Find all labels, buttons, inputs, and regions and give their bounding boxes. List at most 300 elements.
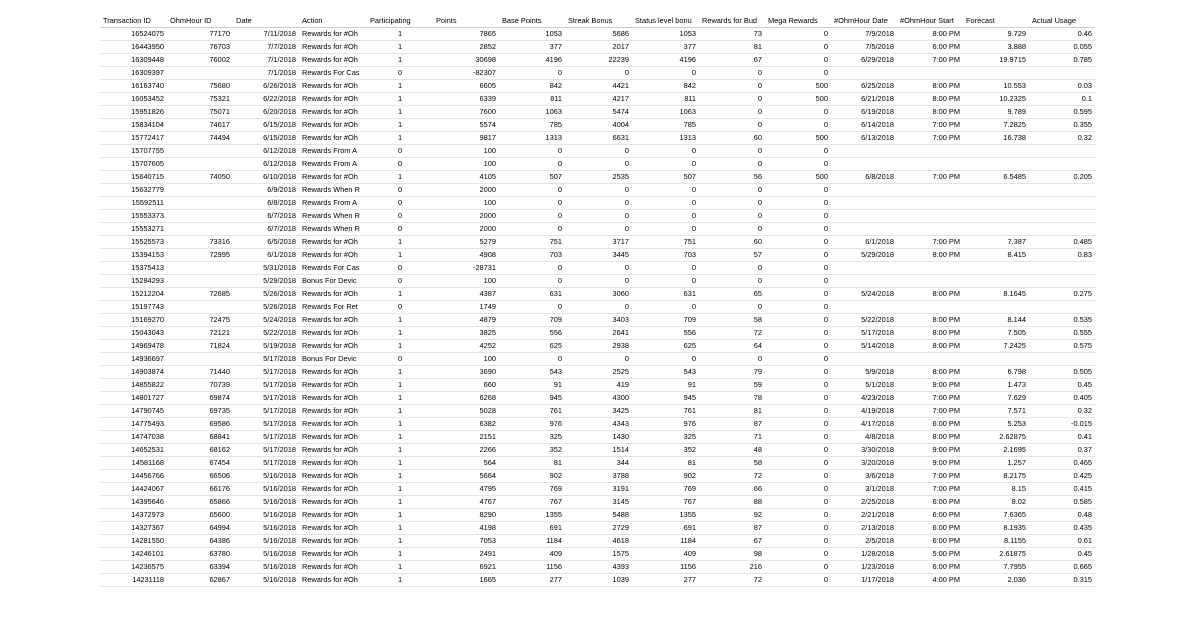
cell-status-level-bonus[interactable]: 902 (632, 470, 699, 483)
cell-mega-rewards[interactable]: 0 (765, 366, 831, 379)
cell-streak-bonus[interactable]: 0 (565, 275, 632, 288)
cell-status-level-bonus[interactable]: 976 (632, 418, 699, 431)
cell-rewards-for-buddies[interactable]: 0 (699, 119, 765, 132)
cell-points[interactable]: 5664 (433, 470, 499, 483)
cell-forecast[interactable] (963, 275, 1029, 288)
cell-streak-bonus[interactable]: 0 (565, 210, 632, 223)
cell-ohmhour-date[interactable] (831, 145, 897, 158)
cell-ohmhour-id[interactable]: 75321 (167, 93, 233, 106)
cell-date[interactable]: 6/8/2018 (233, 197, 299, 210)
cell-base-points[interactable]: 507 (499, 171, 565, 184)
cell-points[interactable]: 8290 (433, 509, 499, 522)
cell-ohmhour-date[interactable]: 6/21/2018 (831, 93, 897, 106)
cell-forecast[interactable]: 1.473 (963, 379, 1029, 392)
cell-rewards-for-buddies[interactable]: 92 (699, 509, 765, 522)
cell-participating[interactable]: 1 (367, 327, 433, 340)
cell-base-points[interactable]: 0 (499, 67, 565, 80)
cell-base-points[interactable]: 1156 (499, 561, 565, 574)
cell-action[interactable]: Rewards for #Oh (299, 314, 367, 327)
cell-ohmhour-id[interactable]: 69874 (167, 392, 233, 405)
cell-forecast[interactable] (963, 158, 1029, 171)
cell-participating[interactable]: 1 (367, 509, 433, 522)
cell-streak-bonus[interactable]: 4217 (565, 93, 632, 106)
cell-ohmhour-date[interactable]: 1/17/2018 (831, 574, 897, 587)
cell-ohmhour-date[interactable] (831, 223, 897, 236)
cell-participating[interactable]: 1 (367, 379, 433, 392)
cell-points[interactable]: 5028 (433, 405, 499, 418)
cell-rewards-for-buddies[interactable]: 0 (699, 197, 765, 210)
cell-status-level-bonus[interactable]: 631 (632, 288, 699, 301)
cell-ohmhour-date[interactable]: 4/8/2018 (831, 431, 897, 444)
cell-points[interactable]: 6268 (433, 392, 499, 405)
cell-rewards-for-buddies[interactable]: 0 (699, 353, 765, 366)
cell-mega-rewards[interactable]: 0 (765, 275, 831, 288)
cell-transaction-id[interactable]: 15834104 (100, 119, 167, 132)
cell-participating[interactable]: 0 (367, 223, 433, 236)
cell-ohmhour-start[interactable]: 5:00 PM (897, 548, 963, 561)
column-header-ohmhour-id[interactable]: OhmHour ID (167, 15, 233, 28)
cell-rewards-for-buddies[interactable]: 57 (699, 249, 765, 262)
cell-ohmhour-start[interactable]: 8:00 PM (897, 431, 963, 444)
cell-forecast[interactable]: 10.553 (963, 80, 1029, 93)
cell-points[interactable]: 7865 (433, 28, 499, 41)
cell-ohmhour-start[interactable]: 8:00 PM (897, 28, 963, 41)
cell-actual-usage[interactable]: 0.665 (1029, 561, 1095, 574)
cell-base-points[interactable]: 625 (499, 340, 565, 353)
cell-actual-usage[interactable] (1029, 145, 1095, 158)
cell-ohmhour-start[interactable]: 7:00 PM (897, 483, 963, 496)
cell-date[interactable]: 5/16/2018 (233, 548, 299, 561)
cell-forecast[interactable]: 1.257 (963, 457, 1029, 470)
cell-transaction-id[interactable]: 15640715 (100, 171, 167, 184)
cell-forecast[interactable]: 3.888 (963, 41, 1029, 54)
cell-streak-bonus[interactable]: 0 (565, 353, 632, 366)
cell-base-points[interactable]: 81 (499, 457, 565, 470)
cell-rewards-for-buddies[interactable]: 72 (699, 327, 765, 340)
cell-rewards-for-buddies[interactable]: 0 (699, 262, 765, 275)
cell-mega-rewards[interactable]: 0 (765, 106, 831, 119)
cell-ohmhour-id[interactable]: 69586 (167, 418, 233, 431)
cell-date[interactable]: 5/17/2018 (233, 444, 299, 457)
cell-ohmhour-id[interactable]: 72121 (167, 327, 233, 340)
cell-status-level-bonus[interactable]: 0 (632, 210, 699, 223)
cell-streak-bonus[interactable]: 1039 (565, 574, 632, 587)
cell-actual-usage[interactable] (1029, 353, 1095, 366)
cell-date[interactable]: 6/7/2018 (233, 210, 299, 223)
cell-forecast[interactable]: 7.571 (963, 405, 1029, 418)
cell-ohmhour-start[interactable]: 8:00 PM (897, 80, 963, 93)
cell-date[interactable]: 5/16/2018 (233, 509, 299, 522)
cell-mega-rewards[interactable]: 0 (765, 314, 831, 327)
cell-mega-rewards[interactable]: 0 (765, 496, 831, 509)
cell-streak-bonus[interactable]: 4004 (565, 119, 632, 132)
cell-streak-bonus[interactable]: 419 (565, 379, 632, 392)
cell-actual-usage[interactable] (1029, 184, 1095, 197)
cell-ohmhour-date[interactable] (831, 301, 897, 314)
cell-base-points[interactable]: 945 (499, 392, 565, 405)
cell-transaction-id[interactable]: 14903874 (100, 366, 167, 379)
cell-mega-rewards[interactable]: 0 (765, 249, 831, 262)
cell-streak-bonus[interactable]: 3145 (565, 496, 632, 509)
cell-points[interactable]: 1665 (433, 574, 499, 587)
cell-ohmhour-start[interactable] (897, 262, 963, 275)
cell-ohmhour-date[interactable]: 6/25/2018 (831, 80, 897, 93)
cell-base-points[interactable]: 0 (499, 197, 565, 210)
cell-ohmhour-start[interactable]: 8:00 PM (897, 340, 963, 353)
cell-date[interactable]: 6/9/2018 (233, 184, 299, 197)
cell-base-points[interactable]: 352 (499, 444, 565, 457)
cell-transaction-id[interactable]: 14327367 (100, 522, 167, 535)
cell-forecast[interactable]: 19.9715 (963, 54, 1029, 67)
cell-transaction-id[interactable]: 15772417 (100, 132, 167, 145)
cell-ohmhour-id[interactable] (167, 197, 233, 210)
cell-mega-rewards[interactable]: 0 (765, 41, 831, 54)
cell-status-level-bonus[interactable]: 0 (632, 262, 699, 275)
cell-participating[interactable]: 1 (367, 54, 433, 67)
cell-mega-rewards[interactable]: 0 (765, 28, 831, 41)
cell-participating[interactable]: 1 (367, 340, 433, 353)
cell-actual-usage[interactable]: 0.415 (1029, 483, 1095, 496)
cell-base-points[interactable]: 409 (499, 548, 565, 561)
cell-date[interactable]: 5/16/2018 (233, 483, 299, 496)
cell-status-level-bonus[interactable]: 761 (632, 405, 699, 418)
cell-action[interactable]: Rewards for #Oh (299, 54, 367, 67)
cell-status-level-bonus[interactable]: 0 (632, 223, 699, 236)
cell-ohmhour-id[interactable]: 65866 (167, 496, 233, 509)
cell-actual-usage[interactable]: 0.785 (1029, 54, 1095, 67)
cell-date[interactable]: 7/11/2018 (233, 28, 299, 41)
cell-transaction-id[interactable]: 15707755 (100, 145, 167, 158)
cell-base-points[interactable]: 785 (499, 119, 565, 132)
cell-forecast[interactable] (963, 210, 1029, 223)
cell-transaction-id[interactable]: 15553373 (100, 210, 167, 223)
cell-ohmhour-start[interactable]: 7:00 PM (897, 405, 963, 418)
cell-ohmhour-date[interactable] (831, 262, 897, 275)
cell-base-points[interactable]: 0 (499, 210, 565, 223)
cell-actual-usage[interactable]: 0.055 (1029, 41, 1095, 54)
cell-transaction-id[interactable]: 14969478 (100, 340, 167, 353)
cell-ohmhour-date[interactable]: 6/1/2018 (831, 236, 897, 249)
cell-base-points[interactable]: 1184 (499, 535, 565, 548)
cell-participating[interactable]: 1 (367, 392, 433, 405)
cell-base-points[interactable]: 325 (499, 431, 565, 444)
cell-points[interactable]: 3825 (433, 327, 499, 340)
cell-ohmhour-id[interactable] (167, 353, 233, 366)
cell-points[interactable]: 4795 (433, 483, 499, 496)
cell-streak-bonus[interactable]: 2729 (565, 522, 632, 535)
cell-actual-usage[interactable]: 0.275 (1029, 288, 1095, 301)
cell-participating[interactable]: 1 (367, 444, 433, 457)
cell-participating[interactable]: 1 (367, 405, 433, 418)
cell-points[interactable]: -82307 (433, 67, 499, 80)
cell-rewards-for-buddies[interactable]: 0 (699, 158, 765, 171)
cell-forecast[interactable]: 8.144 (963, 314, 1029, 327)
cell-rewards-for-buddies[interactable]: 58 (699, 457, 765, 470)
cell-transaction-id[interactable]: 16163740 (100, 80, 167, 93)
cell-ohmhour-id[interactable]: 63780 (167, 548, 233, 561)
cell-action[interactable]: Rewards for #Oh (299, 548, 367, 561)
cell-points[interactable]: 2151 (433, 431, 499, 444)
cell-points[interactable]: 4198 (433, 522, 499, 535)
cell-base-points[interactable]: 751 (499, 236, 565, 249)
cell-actual-usage[interactable]: 0.585 (1029, 496, 1095, 509)
cell-date[interactable]: 5/19/2018 (233, 340, 299, 353)
cell-base-points[interactable]: 543 (499, 366, 565, 379)
column-header-forecast[interactable]: Forecast (963, 15, 1029, 28)
cell-streak-bonus[interactable]: 4421 (565, 80, 632, 93)
cell-base-points[interactable]: 0 (499, 223, 565, 236)
cell-mega-rewards[interactable]: 0 (765, 561, 831, 574)
cell-actual-usage[interactable]: 0.575 (1029, 340, 1095, 353)
cell-mega-rewards[interactable]: 0 (765, 444, 831, 457)
cell-transaction-id[interactable]: 14581168 (100, 457, 167, 470)
cell-transaction-id[interactable]: 16053452 (100, 93, 167, 106)
cell-ohmhour-start[interactable]: 6:00 PM (897, 509, 963, 522)
cell-ohmhour-date[interactable]: 3/20/2018 (831, 457, 897, 470)
cell-ohmhour-date[interactable]: 2/21/2018 (831, 509, 897, 522)
cell-ohmhour-id[interactable]: 75071 (167, 106, 233, 119)
cell-action[interactable]: Rewards for #Oh (299, 288, 367, 301)
cell-participating[interactable]: 1 (367, 522, 433, 535)
cell-streak-bonus[interactable]: 4618 (565, 535, 632, 548)
cell-mega-rewards[interactable]: 0 (765, 119, 831, 132)
cell-ohmhour-date[interactable]: 5/29/2018 (831, 249, 897, 262)
cell-actual-usage[interactable] (1029, 275, 1095, 288)
cell-ohmhour-start[interactable] (897, 223, 963, 236)
cell-ohmhour-date[interactable]: 6/14/2018 (831, 119, 897, 132)
cell-actual-usage[interactable]: 0.61 (1029, 535, 1095, 548)
cell-rewards-for-buddies[interactable]: 60 (699, 132, 765, 145)
cell-mega-rewards[interactable]: 0 (765, 509, 831, 522)
cell-ohmhour-id[interactable]: 71440 (167, 366, 233, 379)
cell-mega-rewards[interactable]: 0 (765, 288, 831, 301)
cell-participating[interactable]: 1 (367, 561, 433, 574)
cell-date[interactable]: 5/17/2018 (233, 457, 299, 470)
cell-rewards-for-buddies[interactable]: 87 (699, 522, 765, 535)
cell-transaction-id[interactable]: 15212204 (100, 288, 167, 301)
cell-points[interactable]: 2000 (433, 184, 499, 197)
cell-action[interactable]: Rewards For Cas (299, 67, 367, 80)
cell-mega-rewards[interactable]: 0 (765, 392, 831, 405)
cell-participating[interactable]: 1 (367, 418, 433, 431)
cell-ohmhour-date[interactable]: 6/13/2018 (831, 132, 897, 145)
cell-status-level-bonus[interactable]: 0 (632, 197, 699, 210)
cell-actual-usage[interactable]: 0.48 (1029, 509, 1095, 522)
cell-ohmhour-start[interactable]: 6:00 PM (897, 496, 963, 509)
cell-status-level-bonus[interactable]: 1313 (632, 132, 699, 145)
cell-forecast[interactable]: 8.15 (963, 483, 1029, 496)
cell-ohmhour-start[interactable] (897, 67, 963, 80)
cell-rewards-for-buddies[interactable]: 87 (699, 418, 765, 431)
cell-actual-usage[interactable]: 0.41 (1029, 431, 1095, 444)
cell-rewards-for-buddies[interactable]: 48 (699, 444, 765, 457)
cell-transaction-id[interactable]: 14775493 (100, 418, 167, 431)
cell-ohmhour-date[interactable] (831, 210, 897, 223)
cell-status-level-bonus[interactable]: 1156 (632, 561, 699, 574)
cell-ohmhour-start[interactable]: 7:00 PM (897, 119, 963, 132)
cell-date[interactable]: 5/16/2018 (233, 535, 299, 548)
cell-ohmhour-start[interactable]: 9:00 PM (897, 444, 963, 457)
cell-action[interactable]: Rewards From A (299, 145, 367, 158)
cell-forecast[interactable]: 8.415 (963, 249, 1029, 262)
cell-streak-bonus[interactable]: 3717 (565, 236, 632, 249)
cell-mega-rewards[interactable]: 0 (765, 457, 831, 470)
cell-ohmhour-date[interactable]: 4/17/2018 (831, 418, 897, 431)
cell-actual-usage[interactable] (1029, 210, 1095, 223)
cell-status-level-bonus[interactable]: 0 (632, 145, 699, 158)
cell-mega-rewards[interactable]: 500 (765, 93, 831, 106)
cell-streak-bonus[interactable]: 4300 (565, 392, 632, 405)
cell-transaction-id[interactable]: 16524075 (100, 28, 167, 41)
cell-base-points[interactable]: 902 (499, 470, 565, 483)
cell-base-points[interactable]: 277 (499, 574, 565, 587)
cell-date[interactable]: 5/16/2018 (233, 561, 299, 574)
cell-ohmhour-start[interactable] (897, 158, 963, 171)
cell-transaction-id[interactable]: 14372973 (100, 509, 167, 522)
cell-ohmhour-start[interactable] (897, 210, 963, 223)
cell-forecast[interactable]: 7.2425 (963, 340, 1029, 353)
cell-action[interactable]: Rewards From A (299, 197, 367, 210)
cell-transaction-id[interactable]: 14395646 (100, 496, 167, 509)
cell-points[interactable]: 2491 (433, 548, 499, 561)
cell-ohmhour-date[interactable] (831, 197, 897, 210)
cell-ohmhour-date[interactable]: 4/19/2018 (831, 405, 897, 418)
cell-ohmhour-start[interactable]: 6:00 PM (897, 561, 963, 574)
cell-streak-bonus[interactable]: 3425 (565, 405, 632, 418)
cell-action[interactable]: Rewards for #Oh (299, 535, 367, 548)
cell-action[interactable]: Rewards for #Oh (299, 249, 367, 262)
cell-ohmhour-date[interactable]: 7/5/2018 (831, 41, 897, 54)
cell-forecast[interactable]: 6.798 (963, 366, 1029, 379)
cell-ohmhour-date[interactable]: 6/8/2018 (831, 171, 897, 184)
cell-streak-bonus[interactable]: 0 (565, 158, 632, 171)
cell-action[interactable]: Rewards for #Oh (299, 561, 367, 574)
cell-mega-rewards[interactable]: 0 (765, 405, 831, 418)
cell-ohmhour-start[interactable] (897, 275, 963, 288)
cell-ohmhour-id[interactable] (167, 301, 233, 314)
cell-status-level-bonus[interactable]: 785 (632, 119, 699, 132)
cell-ohmhour-start[interactable]: 6:00 PM (897, 418, 963, 431)
cell-rewards-for-buddies[interactable]: 0 (699, 67, 765, 80)
cell-action[interactable]: Rewards for #Oh (299, 392, 367, 405)
cell-ohmhour-date[interactable]: 3/6/2018 (831, 470, 897, 483)
cell-ohmhour-id[interactable]: 74617 (167, 119, 233, 132)
cell-mega-rewards[interactable]: 500 (765, 132, 831, 145)
cell-forecast[interactable]: 2.62875 (963, 431, 1029, 444)
cell-streak-bonus[interactable]: 0 (565, 145, 632, 158)
cell-ohmhour-id[interactable] (167, 262, 233, 275)
cell-points[interactable]: 6339 (433, 93, 499, 106)
cell-base-points[interactable]: 1053 (499, 28, 565, 41)
cell-transaction-id[interactable]: 14855822 (100, 379, 167, 392)
cell-streak-bonus[interactable]: 22239 (565, 54, 632, 67)
cell-ohmhour-id[interactable]: 63394 (167, 561, 233, 574)
cell-action[interactable]: Rewards for #Oh (299, 28, 367, 41)
cell-ohmhour-id[interactable]: 66176 (167, 483, 233, 496)
cell-forecast[interactable]: 7.387 (963, 236, 1029, 249)
cell-status-level-bonus[interactable]: 709 (632, 314, 699, 327)
cell-transaction-id[interactable]: 15394153 (100, 249, 167, 262)
cell-points[interactable]: 2852 (433, 41, 499, 54)
cell-date[interactable]: 6/12/2018 (233, 145, 299, 158)
cell-actual-usage[interactable]: 0.32 (1029, 132, 1095, 145)
cell-rewards-for-buddies[interactable]: 67 (699, 54, 765, 67)
cell-actual-usage[interactable]: 0.485 (1029, 236, 1095, 249)
cell-base-points[interactable]: 761 (499, 405, 565, 418)
cell-ohmhour-date[interactable]: 3/1/2018 (831, 483, 897, 496)
cell-mega-rewards[interactable]: 0 (765, 158, 831, 171)
cell-ohmhour-date[interactable]: 5/22/2018 (831, 314, 897, 327)
cell-streak-bonus[interactable]: 0 (565, 184, 632, 197)
cell-transaction-id[interactable]: 15525573 (100, 236, 167, 249)
cell-action[interactable]: Bonus For Devic (299, 353, 367, 366)
cell-transaction-id[interactable]: 15284293 (100, 275, 167, 288)
cell-transaction-id[interactable]: 15553271 (100, 223, 167, 236)
cell-streak-bonus[interactable]: 2535 (565, 171, 632, 184)
cell-rewards-for-buddies[interactable]: 71 (699, 431, 765, 444)
cell-ohmhour-date[interactable]: 4/23/2018 (831, 392, 897, 405)
cell-base-points[interactable]: 0 (499, 158, 565, 171)
cell-action[interactable]: Rewards for #Oh (299, 93, 367, 106)
column-header-participating[interactable]: Participating (367, 15, 433, 28)
cell-status-level-bonus[interactable]: 767 (632, 496, 699, 509)
cell-status-level-bonus[interactable]: 91 (632, 379, 699, 392)
cell-ohmhour-id[interactable]: 73316 (167, 236, 233, 249)
cell-rewards-for-buddies[interactable]: 66 (699, 483, 765, 496)
cell-points[interactable]: 100 (433, 158, 499, 171)
cell-status-level-bonus[interactable]: 0 (632, 67, 699, 80)
cell-ohmhour-id[interactable]: 76002 (167, 54, 233, 67)
cell-mega-rewards[interactable]: 500 (765, 171, 831, 184)
cell-rewards-for-buddies[interactable]: 78 (699, 392, 765, 405)
cell-points[interactable]: 30698 (433, 54, 499, 67)
cell-forecast[interactable]: 7.2825 (963, 119, 1029, 132)
cell-base-points[interactable]: 4196 (499, 54, 565, 67)
cell-date[interactable]: 5/17/2018 (233, 366, 299, 379)
cell-forecast[interactable]: 5.253 (963, 418, 1029, 431)
cell-action[interactable]: Rewards for #Oh (299, 405, 367, 418)
cell-base-points[interactable]: 91 (499, 379, 565, 392)
cell-points[interactable]: 5574 (433, 119, 499, 132)
cell-actual-usage[interactable] (1029, 262, 1095, 275)
cell-status-level-bonus[interactable]: 325 (632, 431, 699, 444)
cell-points[interactable]: 6382 (433, 418, 499, 431)
cell-base-points[interactable]: 709 (499, 314, 565, 327)
cell-mega-rewards[interactable]: 0 (765, 379, 831, 392)
cell-actual-usage[interactable]: 0.45 (1029, 548, 1095, 561)
cell-transaction-id[interactable]: 14747038 (100, 431, 167, 444)
cell-forecast[interactable]: 7.505 (963, 327, 1029, 340)
cell-mega-rewards[interactable]: 0 (765, 431, 831, 444)
cell-ohmhour-start[interactable]: 7:00 PM (897, 392, 963, 405)
cell-ohmhour-start[interactable]: 6:00 PM (897, 522, 963, 535)
cell-date[interactable]: 6/15/2018 (233, 132, 299, 145)
cell-ohmhour-start[interactable]: 8:00 PM (897, 288, 963, 301)
cell-status-level-bonus[interactable]: 1355 (632, 509, 699, 522)
cell-rewards-for-buddies[interactable]: 0 (699, 301, 765, 314)
cell-rewards-for-buddies[interactable]: 216 (699, 561, 765, 574)
cell-forecast[interactable]: 8.1645 (963, 288, 1029, 301)
cell-ohmhour-start[interactable] (897, 197, 963, 210)
cell-forecast[interactable] (963, 353, 1029, 366)
cell-forecast[interactable]: 2.036 (963, 574, 1029, 587)
cell-ohmhour-date[interactable]: 6/29/2018 (831, 54, 897, 67)
cell-points[interactable]: 4387 (433, 288, 499, 301)
cell-actual-usage[interactable] (1029, 301, 1095, 314)
cell-ohmhour-date[interactable]: 6/19/2018 (831, 106, 897, 119)
cell-transaction-id[interactable]: 16309448 (100, 54, 167, 67)
cell-participating[interactable]: 1 (367, 93, 433, 106)
